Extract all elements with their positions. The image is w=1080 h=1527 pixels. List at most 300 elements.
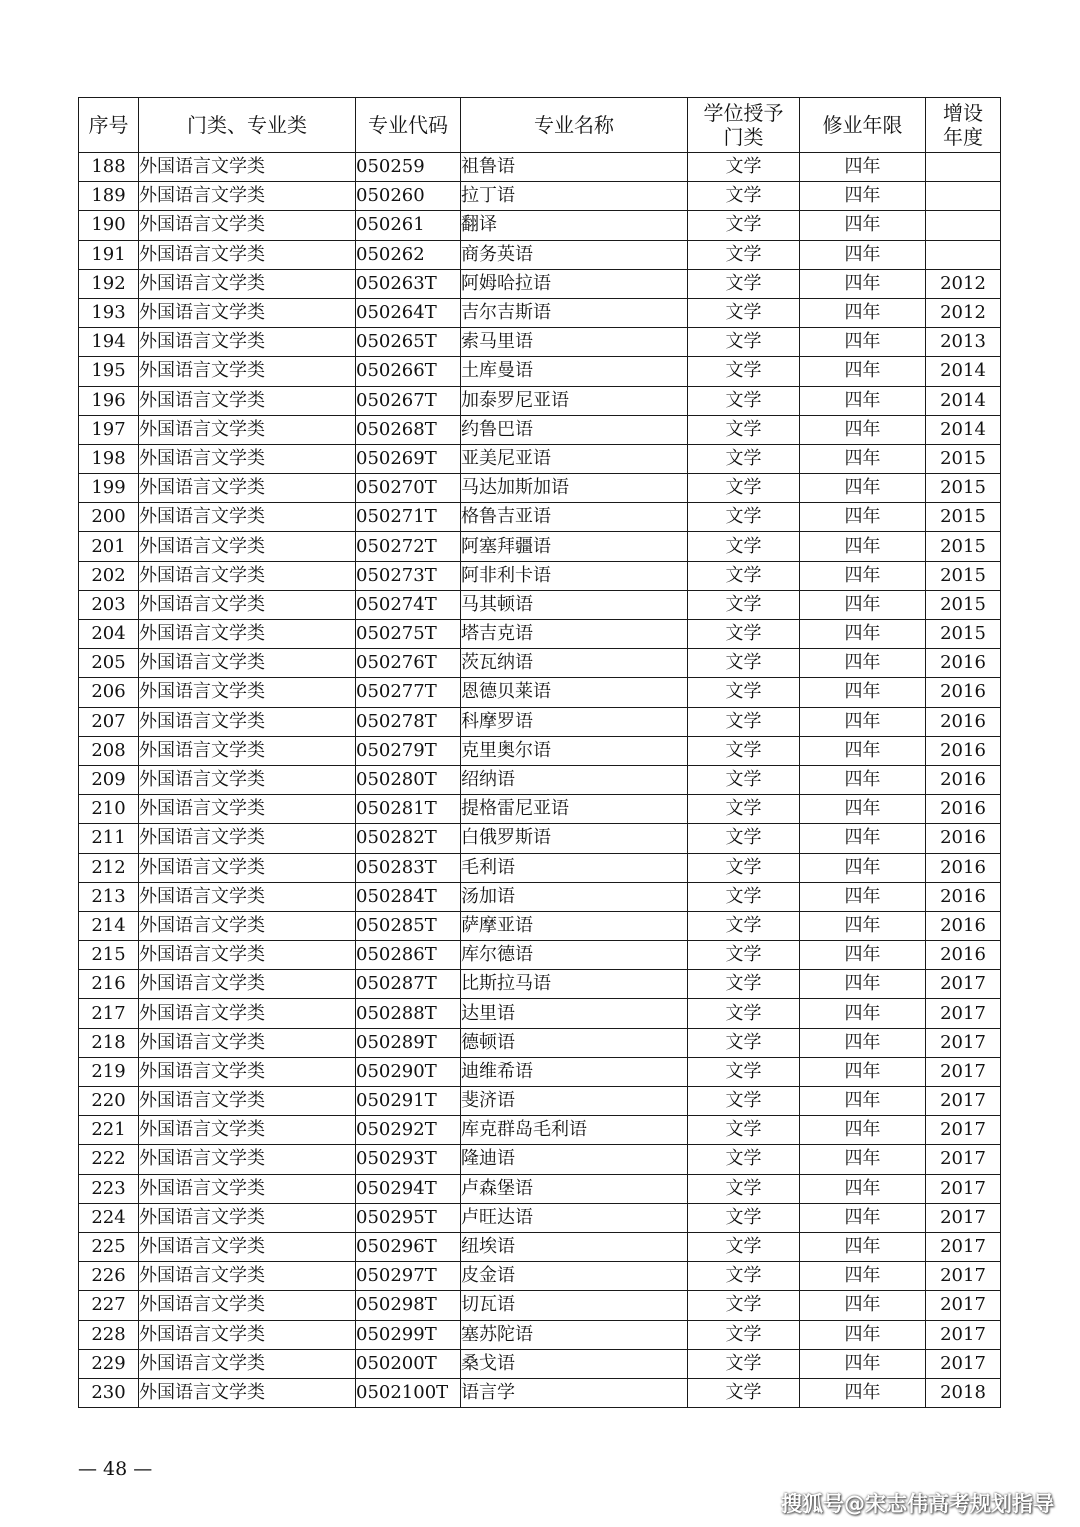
- cell-added-year: 2016: [926, 795, 1001, 824]
- table-row: [79, 357, 1001, 386]
- cell-years: 四年: [800, 736, 926, 765]
- cell-degree: 文学: [688, 882, 800, 911]
- table-row: [79, 269, 1001, 298]
- header-years: 修业年限: [800, 98, 926, 153]
- cell-added-year: 2016: [926, 736, 1001, 765]
- cell-degree: 文学: [688, 1320, 800, 1349]
- cell-code: 050263T: [356, 269, 461, 298]
- cell-seq: 201: [79, 532, 139, 561]
- cell-seq: 214: [79, 911, 139, 940]
- cell-years: 四年: [800, 1116, 926, 1145]
- cell-seq: 212: [79, 853, 139, 882]
- cell-added-year: 2017: [926, 1116, 1001, 1145]
- cell-years: 四年: [800, 1203, 926, 1232]
- cell-category: 外国语言文学类: [139, 269, 356, 298]
- cell-name: 桑戈语: [461, 1349, 688, 1378]
- cell-category: 外国语言文学类: [139, 503, 356, 532]
- cell-degree: 文学: [688, 444, 800, 473]
- cell-name: 土库曼语: [461, 357, 688, 386]
- cell-years: 四年: [800, 211, 926, 240]
- cell-added-year: 2015: [926, 532, 1001, 561]
- table-row: [79, 853, 1001, 882]
- cell-seq: 209: [79, 765, 139, 794]
- cell-name: 索马里语: [461, 328, 688, 357]
- cell-category: 外国语言文学类: [139, 474, 356, 503]
- cell-code: 050265T: [356, 328, 461, 357]
- cell-added-year: 2016: [926, 941, 1001, 970]
- cell-added-year: 2014: [926, 415, 1001, 444]
- cell-added-year: 2016: [926, 707, 1001, 736]
- cell-added-year: 2012: [926, 269, 1001, 298]
- cell-code: 050284T: [356, 882, 461, 911]
- cell-degree: 文学: [688, 911, 800, 940]
- cell-seq: 206: [79, 678, 139, 707]
- cell-years: 四年: [800, 328, 926, 357]
- table-row: [79, 1291, 1001, 1320]
- cell-added-year: 2018: [926, 1378, 1001, 1407]
- cell-code: 050259: [356, 153, 461, 182]
- cell-category: 外国语言文学类: [139, 853, 356, 882]
- cell-degree: 文学: [688, 941, 800, 970]
- majors-table: [78, 97, 1001, 1408]
- cell-seq: 203: [79, 590, 139, 619]
- cell-degree: 文学: [688, 1291, 800, 1320]
- cell-name: 科摩罗语: [461, 707, 688, 736]
- cell-added-year: 2015: [926, 561, 1001, 590]
- cell-category: 外国语言文学类: [139, 240, 356, 269]
- cell-degree: 文学: [688, 765, 800, 794]
- cell-name: 格鲁吉亚语: [461, 503, 688, 532]
- cell-seq: 204: [79, 620, 139, 649]
- table-row: [79, 1378, 1001, 1407]
- cell-added-year: 2015: [926, 620, 1001, 649]
- cell-category: 外国语言文学类: [139, 1028, 356, 1057]
- cell-years: 四年: [800, 1320, 926, 1349]
- cell-category: 外国语言文学类: [139, 795, 356, 824]
- cell-added-year: 2014: [926, 357, 1001, 386]
- cell-name: 恩德贝莱语: [461, 678, 688, 707]
- cell-code: 050262: [356, 240, 461, 269]
- cell-code: 050291T: [356, 1087, 461, 1116]
- cell-name: 萨摩亚语: [461, 911, 688, 940]
- table-row: [79, 765, 1001, 794]
- cell-code: 050274T: [356, 590, 461, 619]
- table-row: [79, 1349, 1001, 1378]
- page-number: — 48 —: [78, 1458, 153, 1480]
- cell-category: 外国语言文学类: [139, 970, 356, 999]
- cell-degree: 文学: [688, 678, 800, 707]
- cell-seq: 189: [79, 182, 139, 211]
- cell-code: 050272T: [356, 532, 461, 561]
- cell-category: 外国语言文学类: [139, 415, 356, 444]
- table-row: [79, 1232, 1001, 1261]
- cell-years: 四年: [800, 765, 926, 794]
- cell-code: 050292T: [356, 1116, 461, 1145]
- cell-years: 四年: [800, 649, 926, 678]
- cell-category: 外国语言文学类: [139, 882, 356, 911]
- cell-seq: 219: [79, 1057, 139, 1086]
- cell-years: 四年: [800, 153, 926, 182]
- table-row: [79, 678, 1001, 707]
- cell-name: 汤加语: [461, 882, 688, 911]
- cell-added-year: 2017: [926, 1145, 1001, 1174]
- cell-degree: 文学: [688, 269, 800, 298]
- cell-degree: 文学: [688, 970, 800, 999]
- cell-code: 050293T: [356, 1145, 461, 1174]
- cell-added-year: [926, 153, 1001, 182]
- cell-added-year: 2017: [926, 1028, 1001, 1057]
- cell-name: 阿塞拜疆语: [461, 532, 688, 561]
- cell-years: 四年: [800, 1349, 926, 1378]
- cell-degree: 文学: [688, 503, 800, 532]
- cell-name: 皮金语: [461, 1262, 688, 1291]
- cell-category: 外国语言文学类: [139, 1057, 356, 1086]
- cell-seq: 216: [79, 970, 139, 999]
- cell-category: 外国语言文学类: [139, 1291, 356, 1320]
- cell-years: 四年: [800, 444, 926, 473]
- cell-degree: 文学: [688, 1028, 800, 1057]
- cell-seq: 196: [79, 386, 139, 415]
- cell-years: 四年: [800, 1378, 926, 1407]
- cell-category: 外国语言文学类: [139, 590, 356, 619]
- cell-years: 四年: [800, 941, 926, 970]
- cell-code: 050261: [356, 211, 461, 240]
- cell-added-year: 2017: [926, 970, 1001, 999]
- header-category: 门类、专业类: [139, 98, 356, 153]
- cell-added-year: 2015: [926, 503, 1001, 532]
- table-row: [79, 503, 1001, 532]
- cell-code: 050281T: [356, 795, 461, 824]
- cell-added-year: [926, 182, 1001, 211]
- cell-category: 外国语言文学类: [139, 444, 356, 473]
- watermark: 搜狐号@宋志伟高考规划指导: [781, 1492, 1054, 1516]
- cell-seq: 190: [79, 211, 139, 240]
- cell-category: 外国语言文学类: [139, 386, 356, 415]
- cell-code: 050276T: [356, 649, 461, 678]
- cell-added-year: 2017: [926, 1087, 1001, 1116]
- cell-name: 吉尔吉斯语: [461, 298, 688, 327]
- cell-code: 050288T: [356, 999, 461, 1028]
- cell-category: 外国语言文学类: [139, 707, 356, 736]
- table-row: [79, 649, 1001, 678]
- cell-category: 外国语言文学类: [139, 678, 356, 707]
- cell-name: 库克群岛毛利语: [461, 1116, 688, 1145]
- cell-years: 四年: [800, 795, 926, 824]
- table-row: [79, 707, 1001, 736]
- cell-seq: 222: [79, 1145, 139, 1174]
- cell-added-year: 2016: [926, 882, 1001, 911]
- cell-code: 050297T: [356, 1262, 461, 1291]
- cell-category: 外国语言文学类: [139, 298, 356, 327]
- cell-years: 四年: [800, 1057, 926, 1086]
- header-row: [79, 98, 1001, 153]
- cell-category: 外国语言文学类: [139, 561, 356, 590]
- cell-years: 四年: [800, 1087, 926, 1116]
- cell-name: 马达加斯加语: [461, 474, 688, 503]
- cell-degree: 文学: [688, 532, 800, 561]
- table-row: [79, 882, 1001, 911]
- cell-seq: 223: [79, 1174, 139, 1203]
- cell-degree: 文学: [688, 1262, 800, 1291]
- cell-added-year: 2015: [926, 590, 1001, 619]
- cell-category: 外国语言文学类: [139, 1087, 356, 1116]
- cell-code: 050279T: [356, 736, 461, 765]
- cell-degree: 文学: [688, 707, 800, 736]
- cell-added-year: 2014: [926, 386, 1001, 415]
- cell-added-year: 2016: [926, 824, 1001, 853]
- cell-degree: 文学: [688, 795, 800, 824]
- cell-years: 四年: [800, 1291, 926, 1320]
- cell-name: 提格雷尼亚语: [461, 795, 688, 824]
- cell-name: 拉丁语: [461, 182, 688, 211]
- cell-code: 050271T: [356, 503, 461, 532]
- cell-code: 050278T: [356, 707, 461, 736]
- cell-name: 达里语: [461, 999, 688, 1028]
- cell-seq: 199: [79, 474, 139, 503]
- cell-years: 四年: [800, 1174, 926, 1203]
- cell-degree: 文学: [688, 561, 800, 590]
- cell-years: 四年: [800, 1028, 926, 1057]
- cell-category: 外国语言文学类: [139, 1349, 356, 1378]
- table-row: [79, 1087, 1001, 1116]
- cell-added-year: 2016: [926, 649, 1001, 678]
- header-added: 增设年度: [926, 98, 1001, 153]
- cell-years: 四年: [800, 503, 926, 532]
- cell-added-year: [926, 240, 1001, 269]
- cell-name: 茨瓦纳语: [461, 649, 688, 678]
- cell-seq: 228: [79, 1320, 139, 1349]
- cell-category: 外国语言文学类: [139, 824, 356, 853]
- cell-added-year: 2017: [926, 1232, 1001, 1261]
- table-row: [79, 561, 1001, 590]
- cell-added-year: 2017: [926, 999, 1001, 1028]
- cell-name: 商务英语: [461, 240, 688, 269]
- cell-degree: 文学: [688, 620, 800, 649]
- table-row: [79, 153, 1001, 182]
- cell-added-year: 2017: [926, 1291, 1001, 1320]
- cell-name: 绍纳语: [461, 765, 688, 794]
- table-body: [79, 153, 1001, 1408]
- cell-added-year: 2017: [926, 1320, 1001, 1349]
- cell-seq: 192: [79, 269, 139, 298]
- cell-category: 外国语言文学类: [139, 1262, 356, 1291]
- cell-code: 050294T: [356, 1174, 461, 1203]
- table-row: [79, 474, 1001, 503]
- cell-degree: 文学: [688, 1232, 800, 1261]
- cell-name: 亚美尼亚语: [461, 444, 688, 473]
- cell-years: 四年: [800, 386, 926, 415]
- cell-name: 阿姆哈拉语: [461, 269, 688, 298]
- cell-degree: 文学: [688, 1145, 800, 1174]
- table-row: [79, 620, 1001, 649]
- cell-code: 050270T: [356, 474, 461, 503]
- cell-years: 四年: [800, 970, 926, 999]
- cell-code: 050200T: [356, 1349, 461, 1378]
- cell-seq: 220: [79, 1087, 139, 1116]
- header-name: 专业名称: [461, 98, 688, 153]
- cell-category: 外国语言文学类: [139, 1232, 356, 1261]
- cell-name: 加泰罗尼亚语: [461, 386, 688, 415]
- cell-name: 斐济语: [461, 1087, 688, 1116]
- cell-name: 库尔德语: [461, 941, 688, 970]
- cell-category: 外国语言文学类: [139, 1320, 356, 1349]
- cell-years: 四年: [800, 1145, 926, 1174]
- cell-added-year: 2017: [926, 1349, 1001, 1378]
- cell-category: 外国语言文学类: [139, 765, 356, 794]
- cell-category: 外国语言文学类: [139, 532, 356, 561]
- cell-name: 塞苏陀语: [461, 1320, 688, 1349]
- cell-category: 外国语言文学类: [139, 153, 356, 182]
- cell-added-year: 2015: [926, 444, 1001, 473]
- cell-seq: 218: [79, 1028, 139, 1057]
- cell-years: 四年: [800, 357, 926, 386]
- cell-category: 外国语言文学类: [139, 1174, 356, 1203]
- table-row: [79, 1203, 1001, 1232]
- cell-name: 纽埃语: [461, 1232, 688, 1261]
- cell-seq: 211: [79, 824, 139, 853]
- cell-seq: 225: [79, 1232, 139, 1261]
- cell-seq: 213: [79, 882, 139, 911]
- cell-name: 约鲁巴语: [461, 415, 688, 444]
- cell-code: 050299T: [356, 1320, 461, 1349]
- cell-seq: 191: [79, 240, 139, 269]
- cell-degree: 文学: [688, 415, 800, 444]
- table-row: [79, 1174, 1001, 1203]
- cell-category: 外国语言文学类: [139, 620, 356, 649]
- cell-category: 外国语言文学类: [139, 1145, 356, 1174]
- cell-seq: 197: [79, 415, 139, 444]
- cell-code: 050280T: [356, 765, 461, 794]
- table-row: [79, 386, 1001, 415]
- cell-years: 四年: [800, 415, 926, 444]
- table-row: [79, 328, 1001, 357]
- cell-seq: 198: [79, 444, 139, 473]
- table-row: [79, 824, 1001, 853]
- table-row: [79, 911, 1001, 940]
- table-row: [79, 298, 1001, 327]
- cell-years: 四年: [800, 999, 926, 1028]
- cell-name: 迪维希语: [461, 1057, 688, 1086]
- cell-name: 切瓦语: [461, 1291, 688, 1320]
- cell-seq: 195: [79, 357, 139, 386]
- cell-degree: 文学: [688, 211, 800, 240]
- cell-added-year: 2017: [926, 1057, 1001, 1086]
- cell-code: 050260: [356, 182, 461, 211]
- header-seq: 序号: [79, 98, 139, 153]
- cell-category: 外国语言文学类: [139, 999, 356, 1028]
- cell-code: 050287T: [356, 970, 461, 999]
- cell-category: 外国语言文学类: [139, 1378, 356, 1407]
- table-row: [79, 1057, 1001, 1086]
- cell-added-year: 2016: [926, 911, 1001, 940]
- cell-degree: 文学: [688, 182, 800, 211]
- cell-degree: 文学: [688, 298, 800, 327]
- cell-added-year: 2015: [926, 474, 1001, 503]
- cell-code: 050285T: [356, 911, 461, 940]
- cell-seq: 200: [79, 503, 139, 532]
- cell-degree: 文学: [688, 649, 800, 678]
- cell-code: 050267T: [356, 386, 461, 415]
- cell-years: 四年: [800, 474, 926, 503]
- cell-category: 外国语言文学类: [139, 357, 356, 386]
- cell-degree: 文学: [688, 357, 800, 386]
- cell-code: 0502100T: [356, 1378, 461, 1407]
- cell-name: 比斯拉马语: [461, 970, 688, 999]
- table-row: [79, 240, 1001, 269]
- cell-name: 隆迪语: [461, 1145, 688, 1174]
- cell-seq: 207: [79, 707, 139, 736]
- table-row: [79, 941, 1001, 970]
- cell-name: 阿非利卡语: [461, 561, 688, 590]
- cell-code: 050295T: [356, 1203, 461, 1232]
- cell-code: 050266T: [356, 357, 461, 386]
- cell-added-year: 2016: [926, 765, 1001, 794]
- cell-category: 外国语言文学类: [139, 1116, 356, 1145]
- cell-name: 白俄罗斯语: [461, 824, 688, 853]
- cell-category: 外国语言文学类: [139, 211, 356, 240]
- cell-category: 外国语言文学类: [139, 911, 356, 940]
- cell-code: 050286T: [356, 941, 461, 970]
- cell-degree: 文学: [688, 240, 800, 269]
- cell-name: 德顿语: [461, 1028, 688, 1057]
- table-row: [79, 1145, 1001, 1174]
- cell-category: 外国语言文学类: [139, 182, 356, 211]
- cell-degree: 文学: [688, 590, 800, 619]
- cell-degree: 文学: [688, 328, 800, 357]
- cell-years: 四年: [800, 853, 926, 882]
- cell-years: 四年: [800, 532, 926, 561]
- cell-added-year: 2016: [926, 853, 1001, 882]
- cell-degree: 文学: [688, 153, 800, 182]
- table-row: [79, 1116, 1001, 1145]
- cell-added-year: 2017: [926, 1174, 1001, 1203]
- table-row: [79, 532, 1001, 561]
- table-row: [79, 736, 1001, 765]
- table-row: [79, 795, 1001, 824]
- table-row: [79, 211, 1001, 240]
- cell-degree: 文学: [688, 853, 800, 882]
- table-row: [79, 1028, 1001, 1057]
- cell-category: 外国语言文学类: [139, 941, 356, 970]
- cell-seq: 227: [79, 1291, 139, 1320]
- cell-code: 050269T: [356, 444, 461, 473]
- cell-years: 四年: [800, 882, 926, 911]
- cell-degree: 文学: [688, 474, 800, 503]
- cell-years: 四年: [800, 620, 926, 649]
- cell-name: 毛利语: [461, 853, 688, 882]
- header-degree: 学位授予门类: [688, 98, 800, 153]
- cell-seq: 205: [79, 649, 139, 678]
- header-code: 专业代码: [356, 98, 461, 153]
- cell-name: 翻译: [461, 211, 688, 240]
- cell-seq: 221: [79, 1116, 139, 1145]
- table-row: [79, 1262, 1001, 1291]
- cell-name: 克里奥尔语: [461, 736, 688, 765]
- cell-degree: 文学: [688, 1116, 800, 1145]
- cell-degree: 文学: [688, 1203, 800, 1232]
- cell-degree: 文学: [688, 1087, 800, 1116]
- cell-category: 外国语言文学类: [139, 736, 356, 765]
- cell-added-year: 2012: [926, 298, 1001, 327]
- cell-category: 外国语言文学类: [139, 649, 356, 678]
- cell-code: 050282T: [356, 824, 461, 853]
- table-row: [79, 182, 1001, 211]
- table-row: [79, 970, 1001, 999]
- table-row: [79, 444, 1001, 473]
- cell-years: 四年: [800, 561, 926, 590]
- cell-category: 外国语言文学类: [139, 328, 356, 357]
- table-row: [79, 590, 1001, 619]
